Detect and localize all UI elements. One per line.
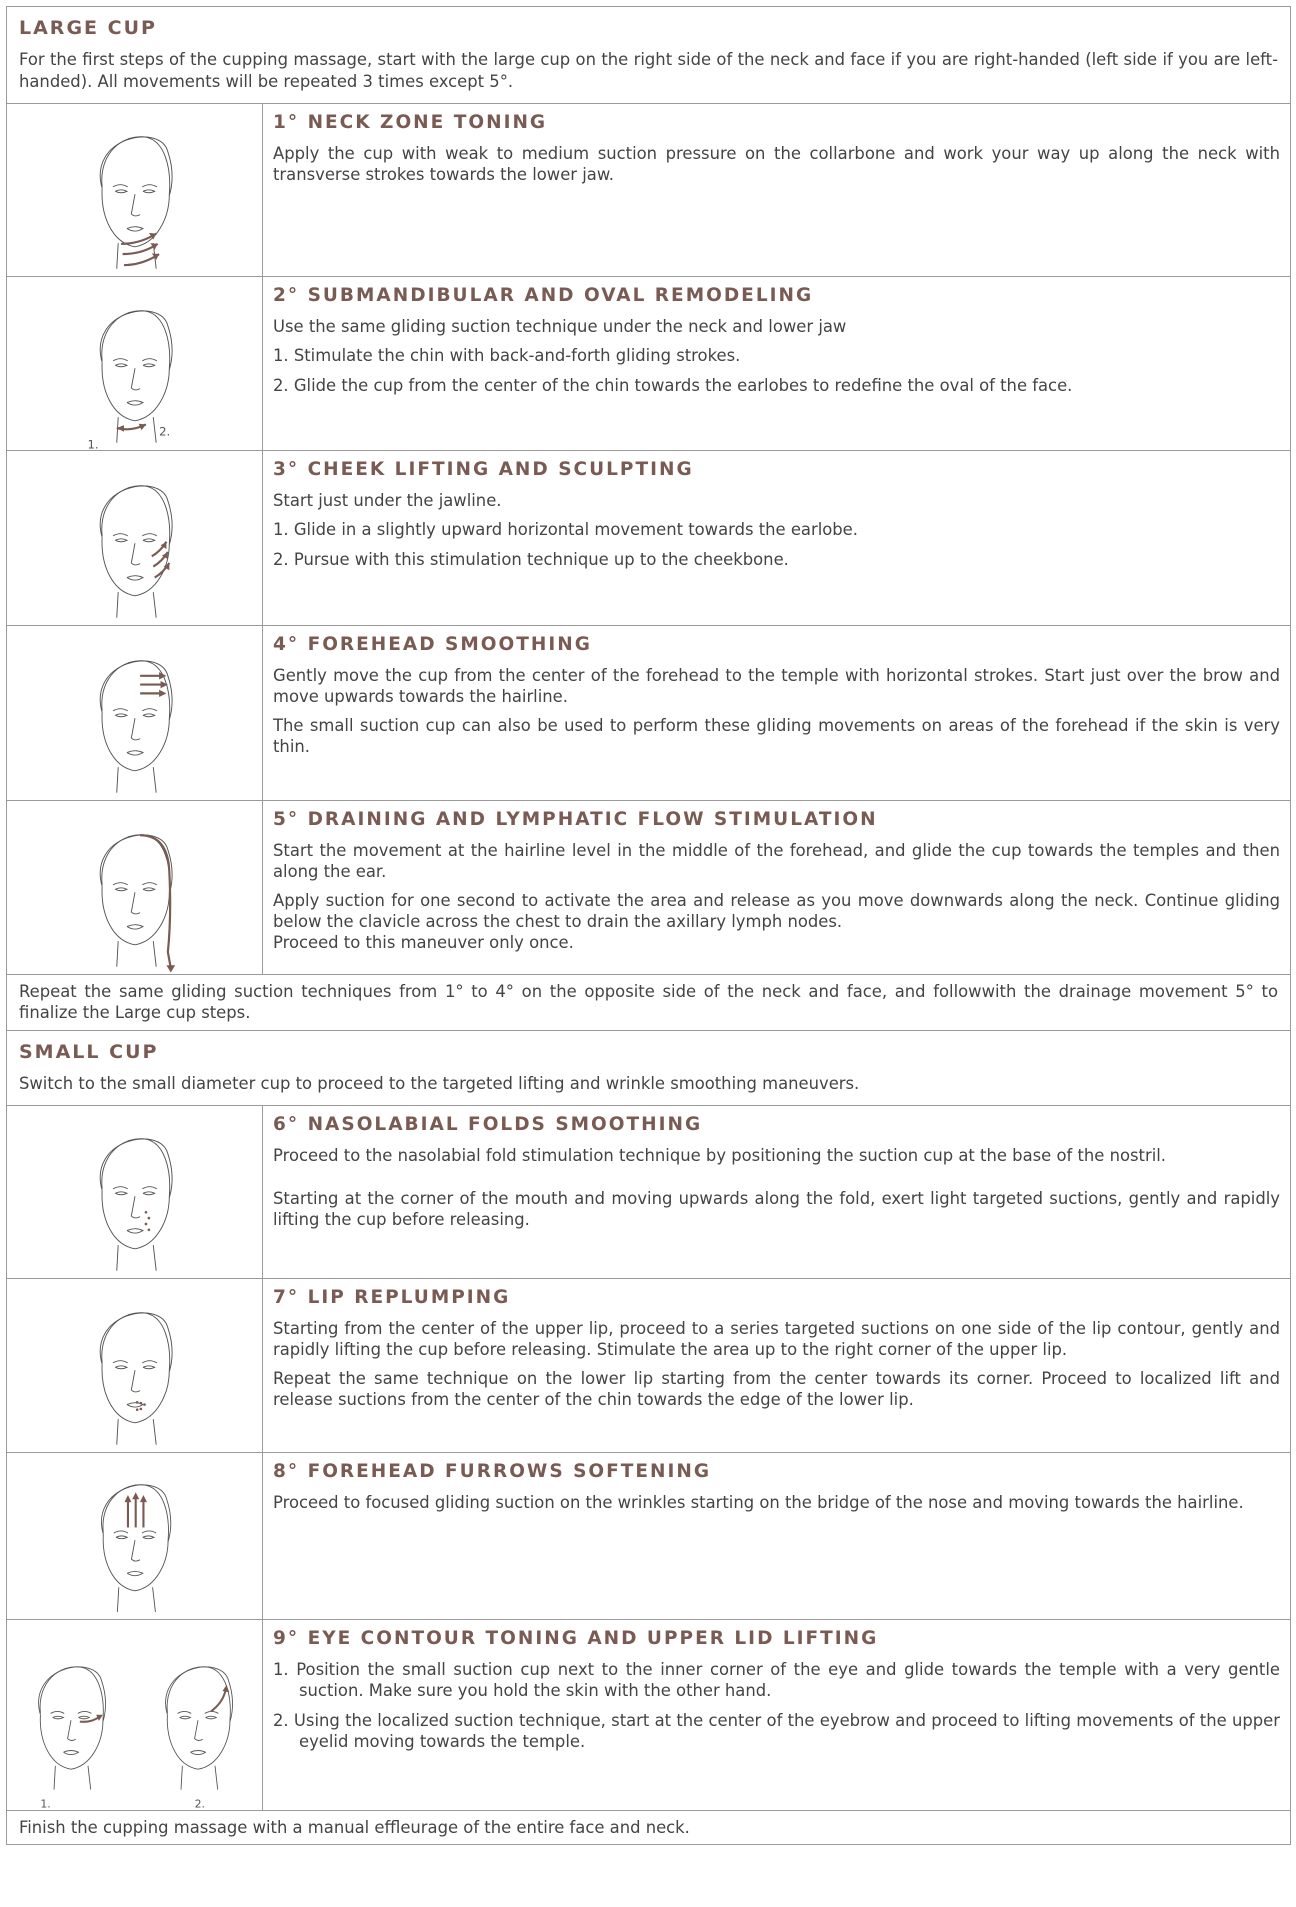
face-drainage-illustration bbox=[45, 806, 225, 974]
small-cup-intro: Switch to the small diameter cup to proceed to the targeted lifting and wrinkle smoothing maneuvers. bbox=[19, 1074, 860, 1093]
step-4-text bbox=[263, 626, 1290, 800]
step-1-paragraph: Apply the cup with weak to medium suction pressure on the collarbone and work your way up along the neck with transverse strokes towards the lower jaw. bbox=[273, 144, 1280, 184]
face-cheek-illustration bbox=[45, 457, 225, 625]
step-2-list bbox=[273, 345, 1280, 396]
step-2-title: 2° SUBMANDIBULAR AND OVAL REMODELING bbox=[273, 285, 814, 306]
step-8-text bbox=[263, 1453, 1290, 1619]
face-eye-illustration-2 bbox=[138, 1640, 258, 1810]
step-6 bbox=[7, 1106, 1290, 1279]
step-5-text bbox=[263, 801, 1290, 974]
step-4 bbox=[7, 626, 1290, 801]
step-2-item-1: 1. Stimulate the chin with back-and-forth gliding strokes. bbox=[273, 346, 741, 365]
step-7-title: 7° LIP REPLUMPING bbox=[273, 1287, 511, 1308]
step-7-paragraph-1: Starting from the center of the upper lip, proceed to a series targeted suctions on one side of the lip contour, gently and rapidly lifting the cup before releasing. Stimulate the area up to the right corner of the upper lip. bbox=[273, 1319, 1280, 1359]
step-7-text bbox=[263, 1279, 1290, 1452]
image-label-1: 1. bbox=[40, 1797, 51, 1810]
final-note: Finish the cupping massage with a manual effleurage of the entire face and neck. bbox=[7, 1811, 1290, 1845]
small-cup-section bbox=[7, 1031, 1290, 1106]
step-3-title: 3° CHEEK LIFTING AND SCULPTING bbox=[273, 459, 694, 480]
step-8-title: 8° FOREHEAD FURROWS SOFTENING bbox=[273, 1461, 712, 1482]
step-6-paragraph-1: Proceed to the nasolabial fold stimulation technique by positioning the suction cup at the base of the nostril. bbox=[273, 1146, 1167, 1165]
face-jaw-illustration bbox=[45, 282, 225, 450]
face-neck-illustration bbox=[45, 108, 225, 276]
step-6-text bbox=[263, 1106, 1290, 1278]
large-cup-note: Repeat the same gliding suction techniques from 1° to 4° on the opposite side of the neck and face, and followwith the drainage movement 5° to finalize the Large cup steps. bbox=[7, 975, 1290, 1031]
step-4-paragraph-2: The small suction cup can also be used to perform these gliding movements on areas of the forehead if the skin is very thin. bbox=[273, 716, 1280, 756]
step-9-item-2: 2. Using the localized suction technique, start at the center of the eyebrow and proceed to lifting movements of the upper eyelid moving towards the temple. bbox=[273, 1711, 1280, 1751]
step-3-item-2: 2. Pursue with this stimulation technique up to the cheekbone. bbox=[273, 550, 789, 569]
step-6-paragraph-2: Starting at the corner of the mouth and moving upwards along the fold, exert light targeted suctions, gently and rapidly lifting the cup before releasing. bbox=[273, 1189, 1280, 1229]
image-label-2: 2. bbox=[194, 1797, 206, 1810]
step-5 bbox=[7, 801, 1290, 975]
step-5-illustration bbox=[7, 801, 263, 974]
step-9-list bbox=[273, 1659, 1280, 1752]
large-cup-section bbox=[7, 7, 1290, 104]
step-4-paragraph-1: Gently move the cup from the center of the forehead to the temple with horizontal strokes. Start just over the brow and move upwards towards the hairline. bbox=[273, 666, 1280, 706]
small-cup-title: SMALL CUP bbox=[19, 1041, 159, 1063]
step-9 bbox=[7, 1620, 1290, 1811]
step-6-illustration bbox=[7, 1106, 263, 1278]
face-forehead-illustration bbox=[45, 632, 225, 800]
large-cup-title: LARGE CUP bbox=[19, 17, 157, 39]
step-3-text bbox=[263, 451, 1290, 625]
step-7-illustration bbox=[7, 1279, 263, 1452]
step-3-list bbox=[273, 519, 1280, 570]
step-5-paragraph-2: Apply suction for one second to activate the area and release as you move downwards along the neck. Continue gliding below the clavicle across the chest to drain the axillary lymph nodes. bbox=[273, 891, 1280, 931]
step-1 bbox=[7, 104, 1290, 277]
step-2-illustration bbox=[7, 277, 263, 450]
step-2-paragraph: Use the same gliding suction technique under the neck and lower jaw bbox=[273, 317, 847, 336]
step-9-text bbox=[263, 1620, 1290, 1810]
large-cup-intro: For the first steps of the cupping massage, start with the large cup on the right side of the neck and face if you are right-handed (left side if you are left-handed). All movements will be repeated 3 times except 5°. bbox=[19, 50, 1278, 91]
step-1-text bbox=[263, 104, 1290, 276]
face-nasolabial-illustration bbox=[45, 1110, 225, 1278]
face-eye-illustration-1 bbox=[11, 1640, 131, 1810]
step-3 bbox=[7, 451, 1290, 626]
step-1-illustration bbox=[7, 104, 263, 276]
step-2-item-2: 2. Glide the cup from the center of the chin towards the earlobes to redefine the oval of the face. bbox=[273, 376, 1073, 395]
step-4-illustration bbox=[7, 626, 263, 800]
image-label-2: 2. bbox=[158, 424, 170, 439]
step-9-illustration bbox=[7, 1620, 263, 1810]
step-8-paragraph: Proceed to focused gliding suction on the wrinkles starting on the bridge of the nose and moving towards the hairline. bbox=[273, 1493, 1244, 1512]
step-3-item-1: 1. Glide in a slightly upward horizontal movement towards the earlobe. bbox=[273, 520, 858, 539]
step-5-paragraph-1: Start the movement at the hairline level in the middle of the forehead, and glide the cup towards the temples and then along the ear. bbox=[273, 841, 1280, 881]
step-4-title: 4° FOREHEAD SMOOTHING bbox=[273, 634, 592, 655]
document-page bbox=[6, 6, 1291, 1845]
step-8 bbox=[7, 1453, 1290, 1620]
face-furrows-illustration bbox=[45, 1457, 225, 1619]
step-8-illustration bbox=[7, 1453, 263, 1619]
step-5-paragraph-3: Proceed to this maneuver only once. bbox=[273, 933, 574, 952]
step-5-title: 5° DRAINING AND LYMPHATIC FLOW STIMULATION bbox=[273, 809, 878, 830]
step-2 bbox=[7, 277, 1290, 451]
step-9-item-1: 1. Position the small suction cup next to the inner corner of the eye and glide towards the temple with a very gentle suction. Make sure you hold the skin with the other hand. bbox=[273, 1660, 1280, 1700]
step-3-illustration bbox=[7, 451, 263, 625]
step-3-paragraph: Start just under the jawline. bbox=[273, 491, 502, 510]
step-6-title: 6° NASOLABIAL FOLDS SMOOTHING bbox=[273, 1114, 703, 1135]
step-7-paragraph-2: Repeat the same technique on the lower lip starting from the center towards its corner. Proceed to localized lift and release suctions from the center of the chin towards the edge of the lower lip. bbox=[273, 1369, 1280, 1409]
step-7 bbox=[7, 1279, 1290, 1453]
step-2-text bbox=[263, 277, 1290, 450]
step-9-title: 9° EYE CONTOUR TONING AND UPPER LID LIFTING bbox=[273, 1628, 879, 1649]
image-label-1: 1. bbox=[87, 437, 99, 450]
face-lips-illustration bbox=[45, 1284, 225, 1452]
step-1-title: 1° NECK ZONE TONING bbox=[273, 112, 548, 133]
